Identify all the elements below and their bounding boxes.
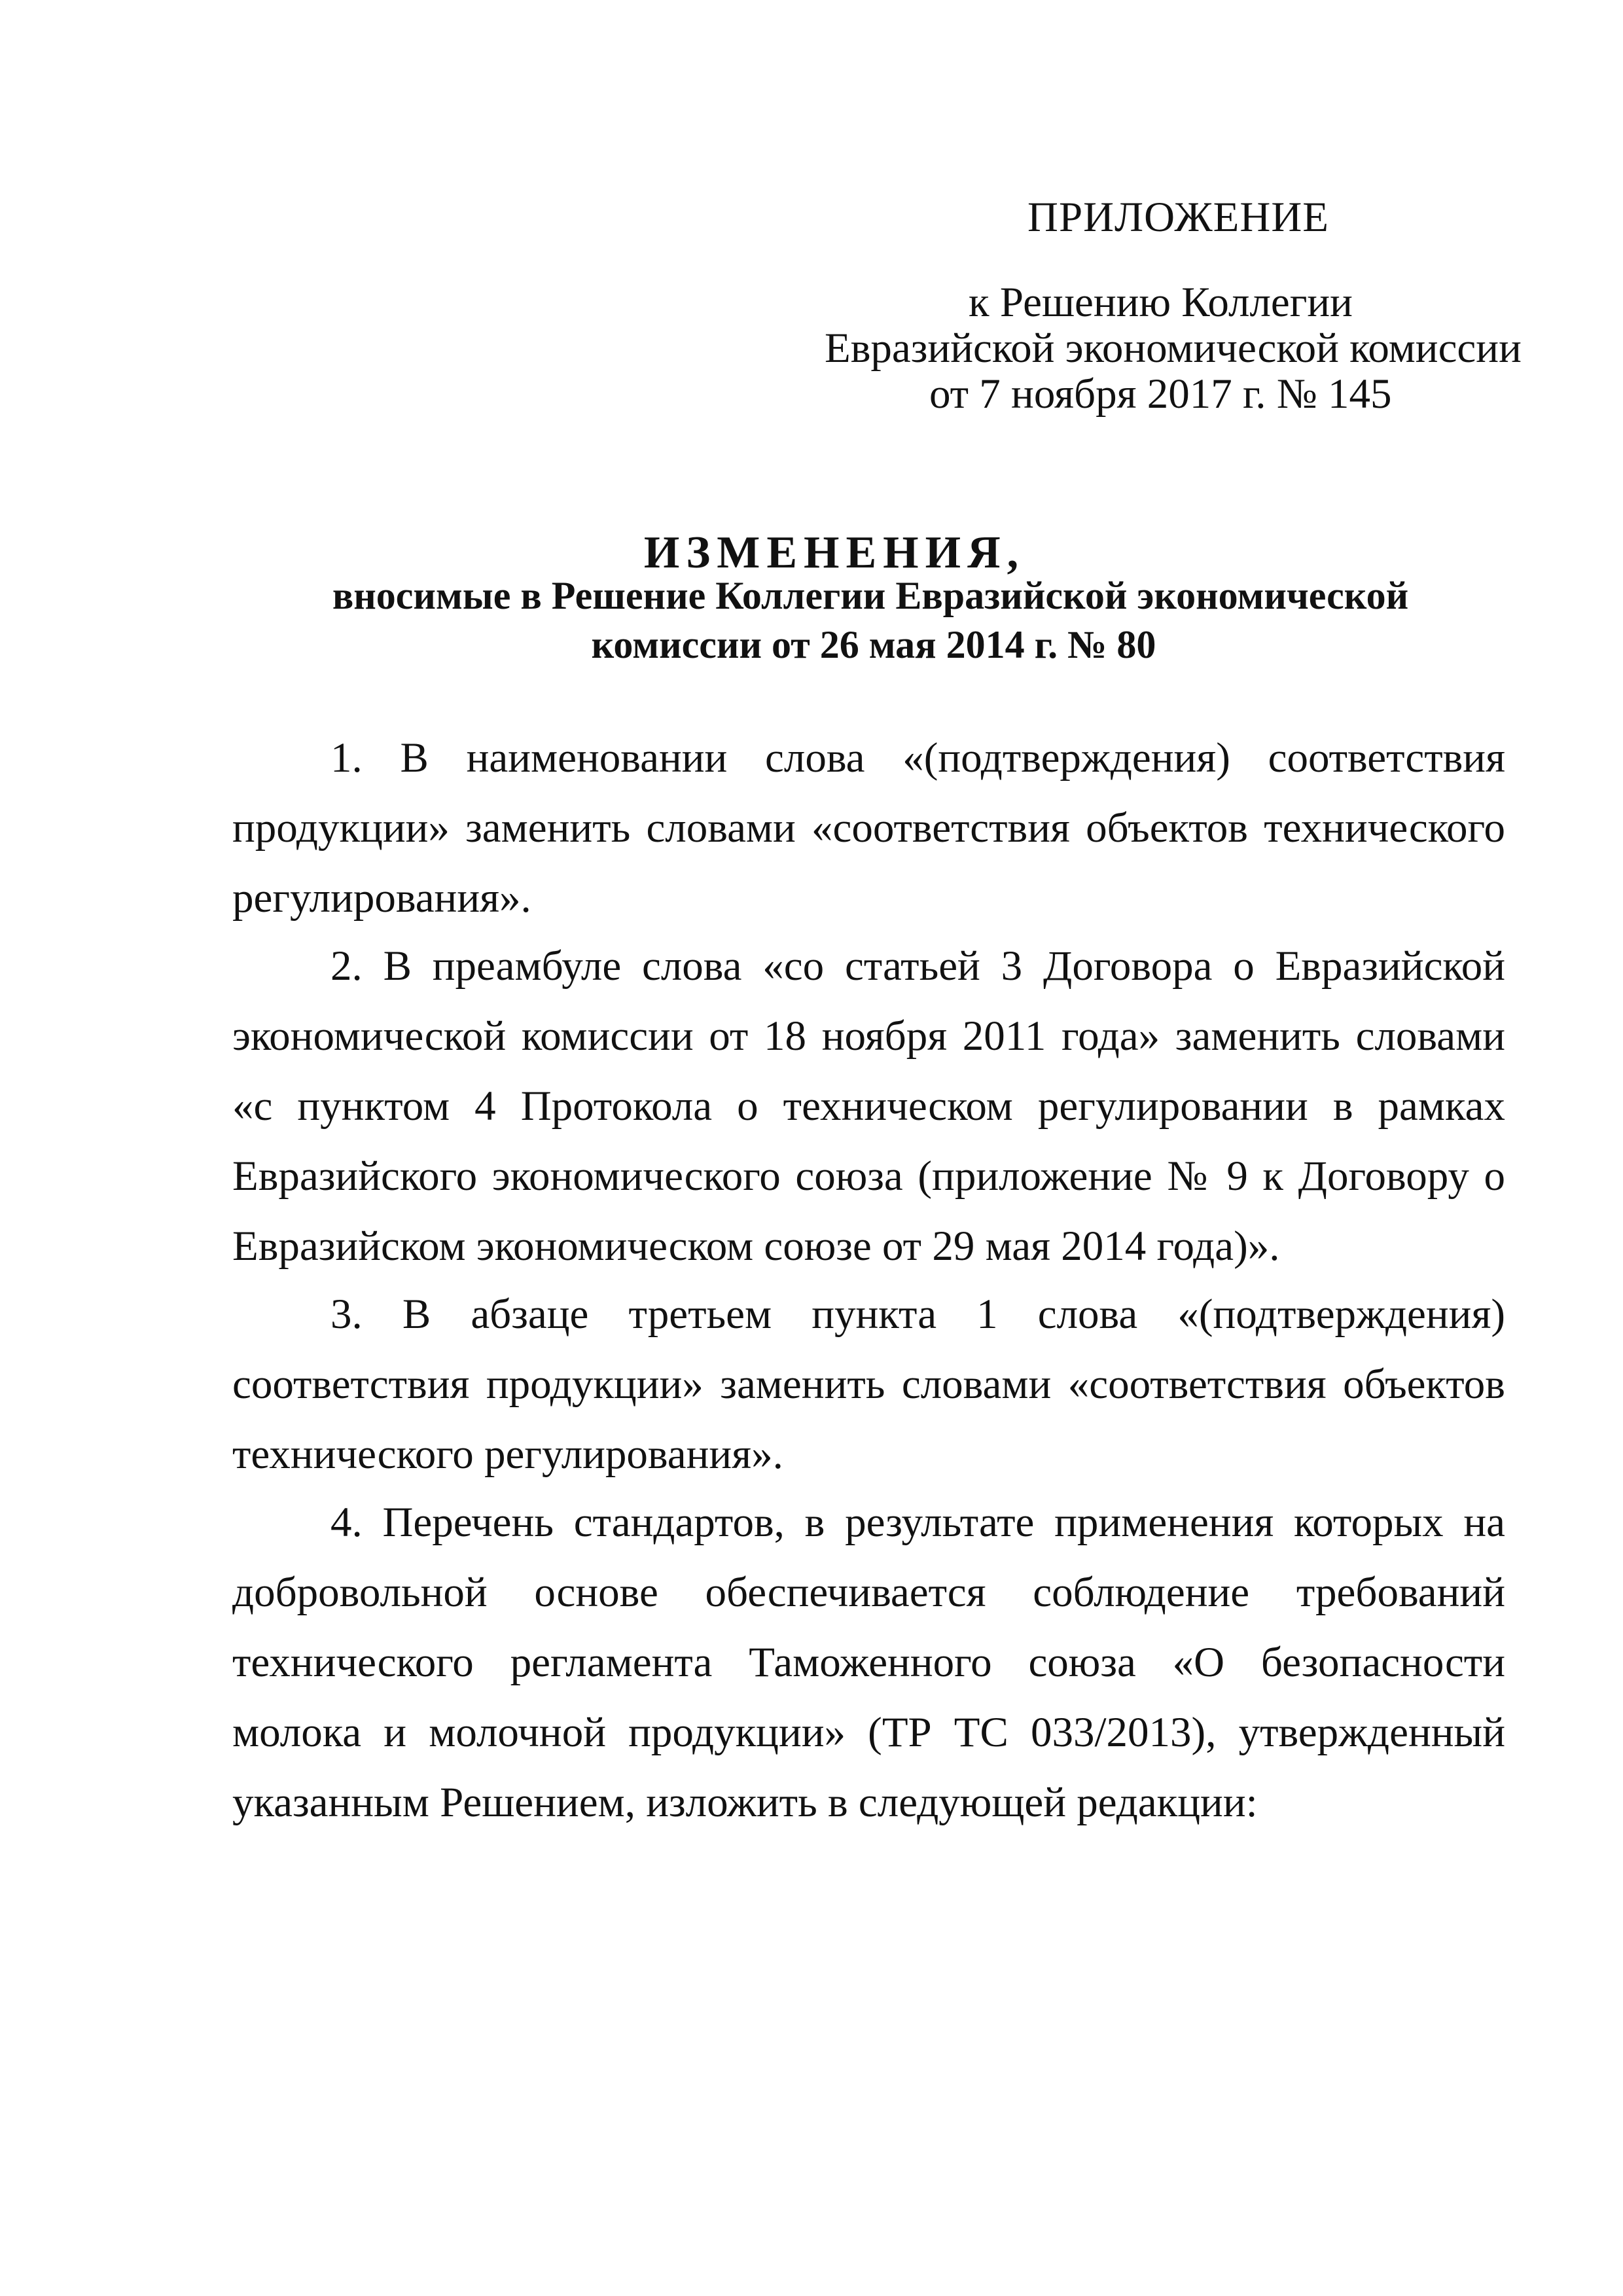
appendix-reference-line: к Решению Коллегии <box>969 279 1353 326</box>
document-heading: ИЗМЕНЕНИЯ, <box>643 528 1026 578</box>
document-subheading-line-2: комиссии от 26 мая 2014 г. № 80 <box>591 623 1156 666</box>
appendix-title: ПРИЛОЖЕНИЕ <box>1027 194 1329 241</box>
appendix-commission-line: Евразийской экономической комиссии <box>825 325 1522 372</box>
document-subheading-line-1: вносимые в Решение Коллегии Евразийской экономической <box>332 574 1409 617</box>
document-body <box>232 723 1505 1838</box>
amendment-paragraph-1: 1. В наименовании слова «(подтверждения) соответствия продукции» заменить словами «соответствия объектов технического регулирования». <box>232 734 1505 922</box>
amendment-paragraph-3: 3. В абзаце третьем пункта 1 слова «(подтверждения) соответствия продукции» заменить словами «соответствия объектов технического регулирования». <box>232 1291 1505 1478</box>
amendment-paragraph-4: 4. Перечень стандартов, в результате применения которых на добровольной основе обеспечивается соблюдение требований технического регламента Таможенного союза «О безопасности молока и молочной продукции» (ТР ТС 033/2013), утвержденный указанным Решением, изложить в следующей редакции: <box>232 1499 1505 1826</box>
appendix-date-line: от 7 ноября 2017 г. № 145 <box>929 370 1392 418</box>
amendment-paragraph-2: 2. В преамбуле слова «со статьей 3 Договора о Евразийской экономической комиссии от 18 ноября 2011 года» заменить словами «с пунктом 4 Протокола о техническом регулировании в рамках Евразийского экономического союза (приложение № 9 к Договору о Евразийском экономическом союзе от 29 мая 2014 года)». <box>232 942 1505 1270</box>
